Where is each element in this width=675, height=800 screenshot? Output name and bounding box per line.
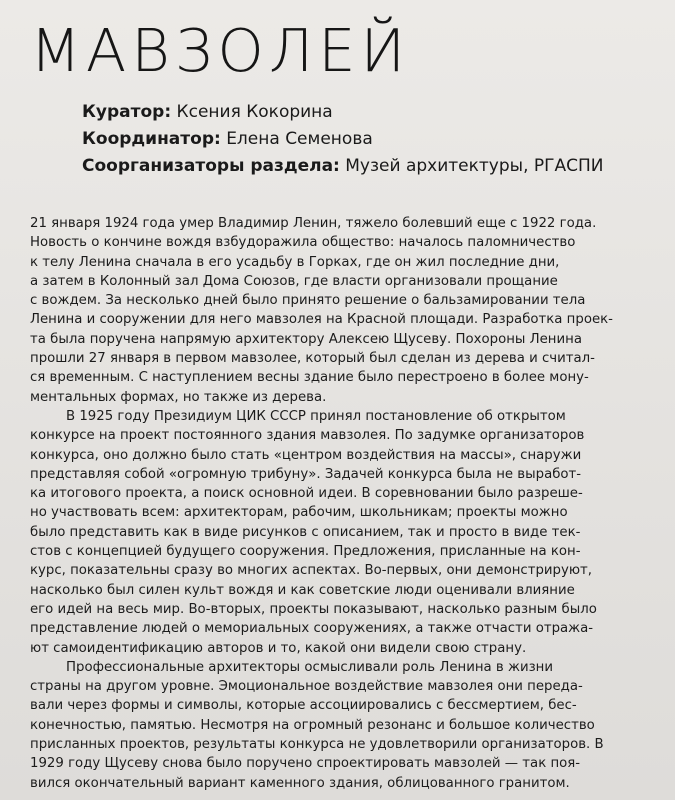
text-line: насколько был силен культ вождя и как советские люди оценивали влияние — [30, 582, 575, 598]
body-text — [30, 214, 655, 793]
credit-label: Соорганизаторы раздела: — [82, 156, 340, 176]
text-line: конкурса, оно должно было стать «центром воздействия на массы», снаружи — [30, 447, 582, 463]
credit-coorganizers — [82, 153, 662, 180]
text-line: ментальных формах, но также из дерева. — [30, 389, 327, 405]
text-line: страны на другом уровне. Эмоциональное воздействие мавзолея они переда- — [30, 679, 583, 695]
text-line: но участвовать всем: архитекторам, рабочим, школьникам; проекты можно — [30, 505, 568, 521]
credit-coordinator — [82, 126, 662, 153]
text-line: представление людей о мемориальных сооружениях, а также отчасти отража- — [30, 621, 594, 637]
credit-curator — [82, 99, 662, 126]
text-line: с вождем. За несколько дней было принято решение о бальзамировании тела — [30, 293, 586, 309]
text-line: было представить как в виде рисунков с описанием, так и просто в виде тек- — [30, 524, 581, 540]
text-line: к телу Ленина сначала в его усадьбу в Горках, где он жил последние дни, — [30, 254, 560, 270]
text-line: ют самоидентификацию авторов и то, какой они видели свою страну. — [30, 640, 527, 656]
text-line: представляя собой «огромную трибуну». Задачей конкурса была не выработ- — [30, 466, 582, 482]
text-line: стов с концепцией будущего сооружения. Предложения, присланные на кон- — [30, 544, 581, 560]
text-line: вился окончательный вариант каменного здания, облицованного гранитом. — [30, 775, 570, 791]
page-title: МАВЗОЛЕЙ — [30, 16, 411, 85]
text-line: а затем в Колонный зал Дома Союзов, где власти организовали прощание — [30, 273, 558, 289]
text-line: ся временным. С наступлением весны здание было перестроено в более мону- — [30, 370, 589, 386]
text-line: курс, показательны сразу во многих аспектах. Во-первых, они демонстрируют, — [30, 563, 593, 579]
text-line: ка итогового проекта, а поиск основной идеи. В соревновании было разреше- — [30, 486, 583, 502]
text-line: В 1925 году Президиум ЦИК СССР принял постановление об открытом — [66, 408, 566, 424]
credit-value: Ксения Кокорина — [176, 102, 333, 122]
text-line: 21 января 1924 года умер Владимир Ленин, тяжело болевший еще с 1922 года. — [30, 216, 597, 231]
credits-block — [82, 99, 662, 180]
credit-value: Музей архитектуры, РГАСПИ — [345, 156, 604, 176]
text-line: конечностью, памятью. Несмотря на огромный резонанс и большое количество — [30, 717, 595, 733]
credit-value: Елена Семенова — [226, 129, 373, 149]
text-line: его идей на весь мир. Во-вторых, проекты показывают, насколько разным было — [30, 601, 597, 617]
text-line: вали через формы и символы, которые ассоциировались с бессмертием, бес- — [30, 698, 577, 714]
credit-label: Куратор: — [82, 102, 172, 122]
credit-label: Координатор: — [82, 129, 221, 149]
text-line: Новость о кончине вождя взбудоражила общество: началось паломничество — [30, 235, 576, 251]
text-line: присланных проектов, результаты конкурса не удовлетворили организаторов. В — [30, 737, 604, 753]
text-line: прошли 27 января в первом мавзолее, который был сделан из дерева и считал- — [30, 351, 595, 367]
text-line: Профессиональные архитекторы осмысливали роль Ленина в жизни — [66, 659, 553, 675]
text-line: конкурсе на проект постоянного здания мавзолея. По задумке организаторов — [30, 428, 585, 444]
text-line: 1929 году Щусеву снова было поручено спроектировать мавзолей — так поя- — [30, 756, 581, 772]
text-line: Ленина и сооружении для него мавзолея на Красной площади. Разработка проек- — [30, 312, 613, 328]
text-line: та была поручена напрямую архитектору Алексею Щусеву. Похороны Ленина — [30, 331, 582, 347]
